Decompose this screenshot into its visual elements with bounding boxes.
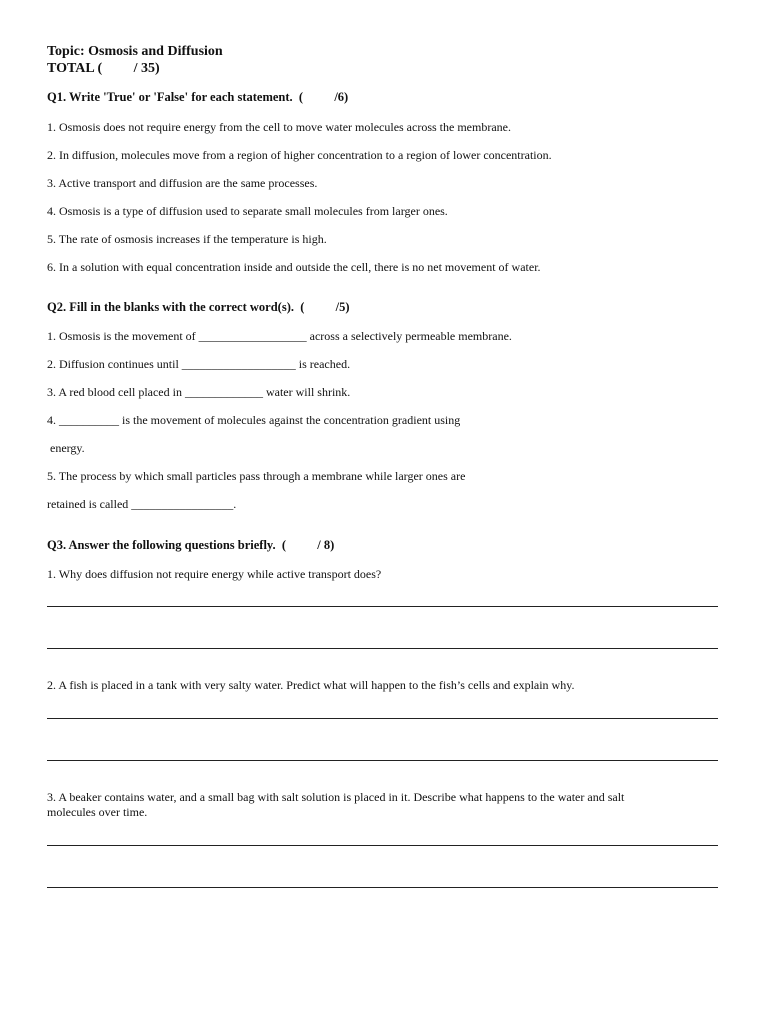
q2-line-2: 2. Diffusion continues until ___________________ is reached. [47,357,351,371]
total-score: TOTAL ( / 35) [47,61,160,76]
answer-line[interactable] [47,648,718,649]
answer-line[interactable] [47,718,718,719]
answer-line[interactable] [47,887,718,888]
q1-statement-1: 1. Osmosis does not require energy from the cell to move water molecules across the membrane. [47,120,511,134]
q2-line-4-continued: energy. [47,441,85,455]
q1-statement-4: 4. Osmosis is a type of diffusion used to separate small molecules from larger ones. [47,204,448,218]
q2-line-5: 5. The process by which small particles pass through a membrane while larger ones are [47,469,466,483]
q2-line-3: 3. A red blood cell placed in _____________ water will shrink. [47,385,351,399]
answer-line[interactable] [47,606,718,607]
q3-question-3-continued: molecules over time. [47,805,148,819]
q1-statement-2: 2. In diffusion, molecules move from a region of higher concentration to a region of lower concentration. [47,148,552,162]
q3-question-2: 2. A fish is placed in a tank with very salty water. Predict what will happen to the fish’s cells and explain why. [47,678,575,692]
q2-line-5-continued: retained is called _________________. [47,497,237,511]
topic-title: Topic: Osmosis and Diffusion [47,44,223,59]
q2-line-1: 1. Osmosis is the movement of __________________ across a selectively permeable membrane. [47,329,512,343]
q1-statement-5: 5. The rate of osmosis increases if the temperature is high. [47,232,327,246]
q1-statement-6: 6. In a solution with equal concentration inside and outside the cell, there is no net movement of water. [47,260,541,274]
q3-question-1: 1. Why does diffusion not require energy while active transport does? [47,567,382,581]
q1-statement-3: 3. Active transport and diffusion are the same processes. [47,176,318,190]
q1-heading: Q1. Write 'True' or 'False' for each statement. ( /6) [47,90,349,104]
q2-heading: Q2. Fill in the blanks with the correct word(s). ( /5) [47,300,350,314]
q3-heading: Q3. Answer the following questions briefly. ( / 8) [47,538,335,552]
q2-line-4: 4. __________ is the movement of molecules against the concentration gradient using [47,413,461,427]
answer-line[interactable] [47,760,718,761]
q3-question-3: 3. A beaker contains water, and a small bag with salt solution is placed in it. Describe what happens to the water and salt [47,790,625,804]
answer-line[interactable] [47,845,718,846]
